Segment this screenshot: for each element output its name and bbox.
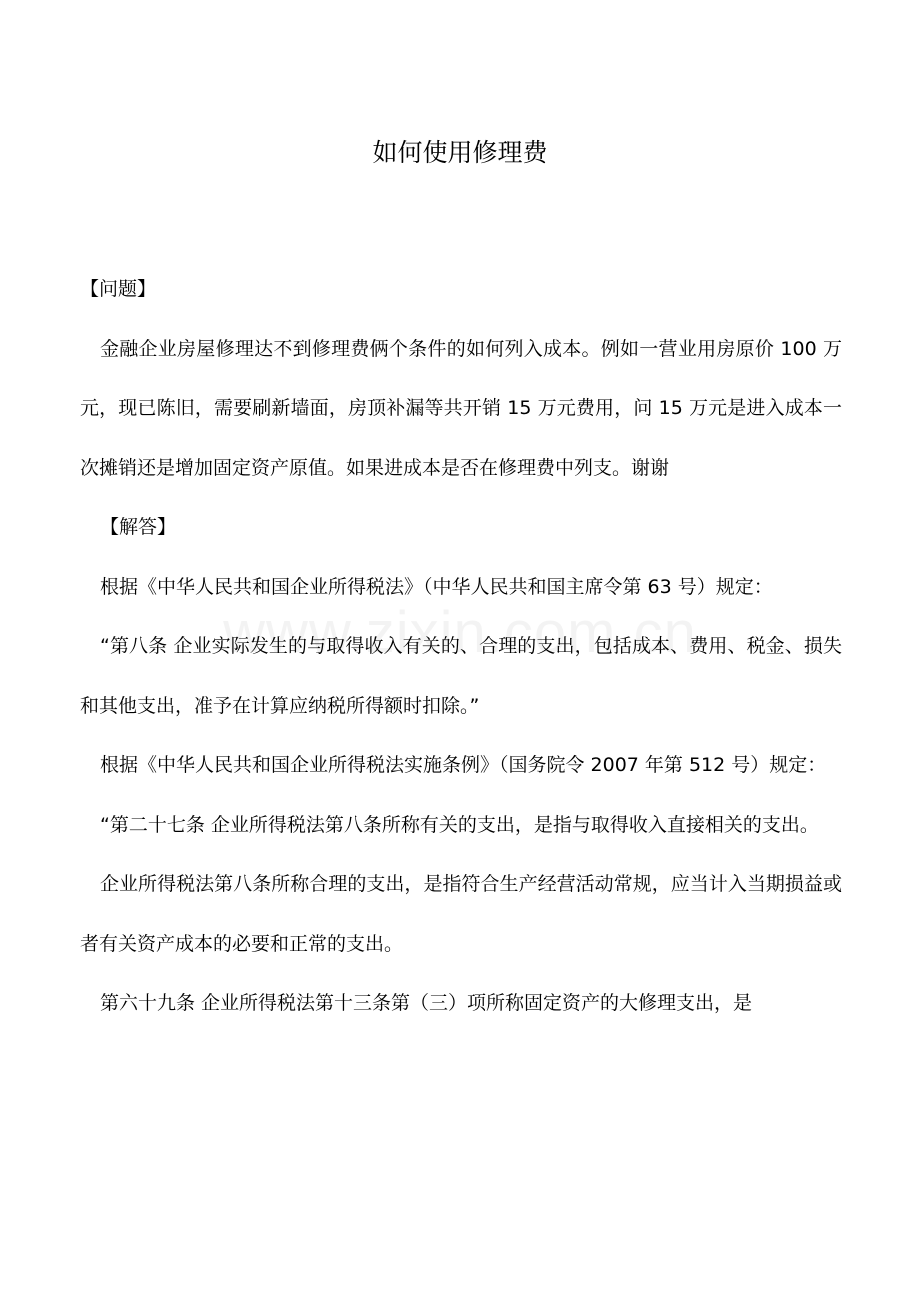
- answer-paragraph: 第六十九条 企业所得税法第十三条第（三）项所称固定资产的大修理支出，是: [100, 992, 753, 1014]
- answer-paragraph: “第八条 企业实际发生的与取得收入有关的、合理的支出，包括成本、费用、税金、损失和其他支出，准予在计算应纳税所得额时扣除。”: [80, 635, 842, 717]
- answer-heading: 【解答】: [100, 516, 177, 538]
- document-body: [80, 260, 842, 1034]
- answer-paragraph: 根据《中华人民共和国企业所得税法》（中华人民共和国主席令第 63 号）规定：: [100, 575, 773, 598]
- answer-paragraph: 根据《中华人民共和国企业所得税法实施条例》（国务院令 2007 年第 512 号）规定：: [100, 754, 827, 776]
- question-text: 金融企业房屋修理达不到修理费俩个条件的如何列入成本。例如一营业用房原价 100 万元，现已陈旧，需要刷新墙面，房顶补漏等共开销 15 万元费用，问 15 万元是进入成本一次摊销还是增加固定资产原值。如果进成本是否在修理费中列支。谢谢: [80, 337, 842, 479]
- question-heading: 【问题】: [80, 278, 157, 300]
- answer-paragraph: “第二十七条 企业所得税法第八条所称有关的支出，是指与取得收入直接相关的支出。: [100, 813, 819, 836]
- document-title: 如何使用修理费: [372, 137, 548, 167]
- answer-paragraph: 企业所得税法第八条所称合理的支出，是指符合生产经营活动常规，应当计入当期损益或者有关资产成本的必要和正常的支出。: [80, 873, 842, 955]
